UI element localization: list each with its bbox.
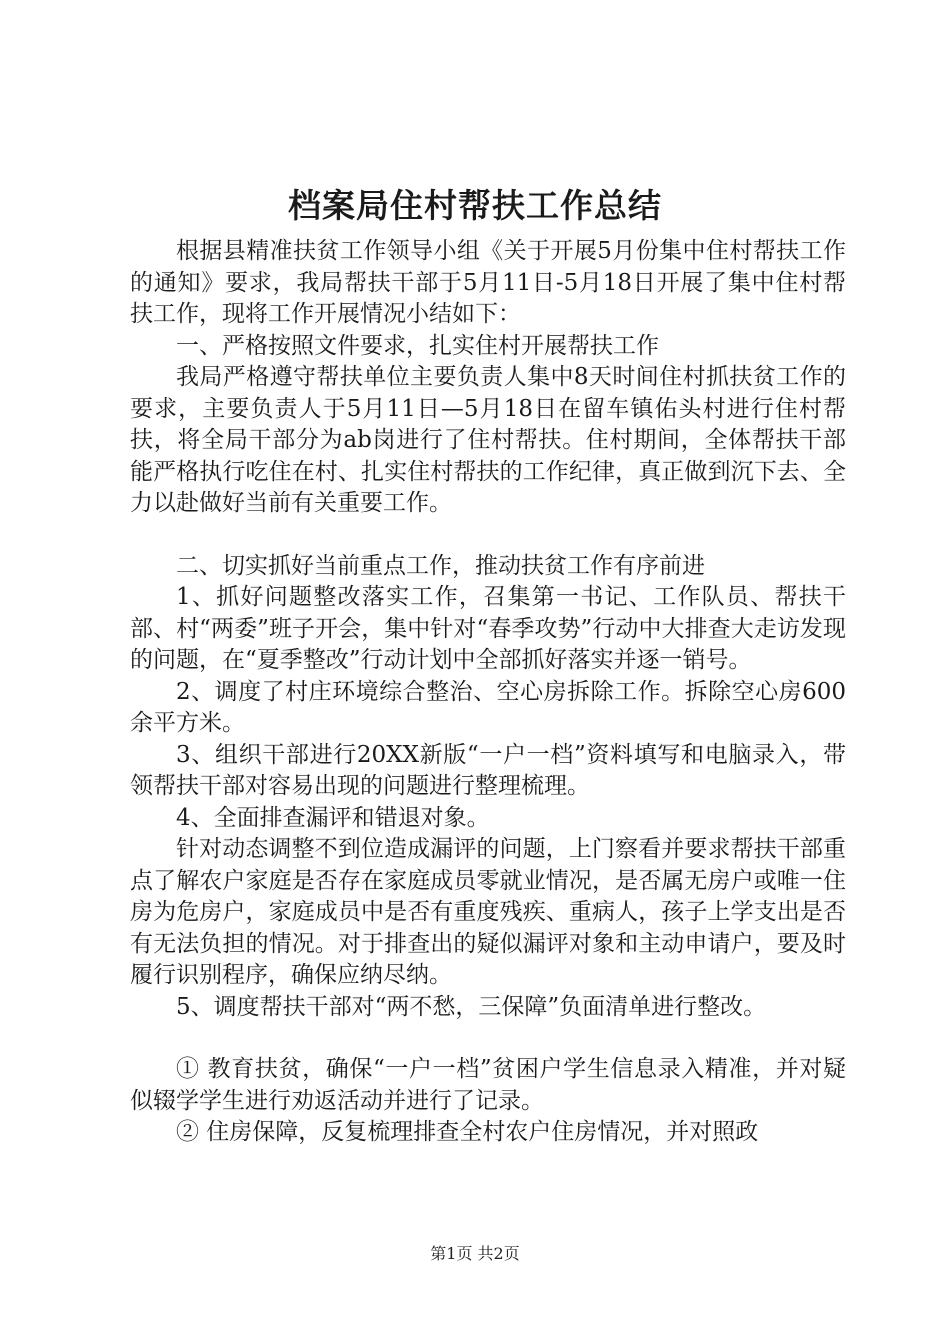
section-heading-2: 二、切实抓好当前重点工作，推动扶贫工作有序前进 (176, 552, 705, 579)
section-heading-1: 一、严格按照文件要求，扎实住村开展帮扶工作 (176, 332, 659, 359)
paragraph-item-5: 5、调度帮扶干部对“两不愁，三保障”负面清单进行整改。 (176, 993, 767, 1020)
paragraph-item-2: 2、调度了村庄环境综合整治、空心房拆除工作。拆除空心房600余平方米。 (130, 678, 846, 736)
paragraph-subitem-1: ① 教育扶贫，确保“一户一档”贫困户学生信息录入精准，并对疑似辍学学生进行劝返活动并进行了记录。 (130, 1056, 846, 1114)
page-footer: 第1页 共2页 (430, 1244, 520, 1263)
paragraph-item-4-detail: 针对动态调整不到位造成漏评的问题，上门察看并要求帮扶干部重点了解农户家庭是否存在家庭成员零就业情况，是否属无房户或唯一住房为危房户，家庭成员中是否有重度残疾、重病人，孩子上学支出是否有无法负担的情况。对于排查出的疑似漏评对象和主动申请户，要及时履行识别程序，确保应纳尽纳。 (130, 836, 846, 988)
paragraph-subitem-2: ② 住房保障，反复梳理排查全村农户住房情况，并对照政 (176, 1119, 759, 1145)
paragraph-section-1: 我局严格遵守帮扶单位主要负责人集中8天时间住村抓扶贫工作的要求，主要负责人于5月11日—5月18日在留车镇佑头村进行住村帮扶，将全局干部分为ab岗进行了住村帮扶。住村期间，全体帮扶干部能严格执行吃住在村、扎实住村帮扶的工作纪律，真正做到沉下去、全力以赴做好当前有关重要工作。 (130, 364, 846, 516)
paragraph-intro: 根据县精准扶贫工作领导小组《关于开展5月份集中住村帮扶工作的通知》要求，我局帮扶干部于5月11日-5月18日开展了集中住村帮扶工作，现将工作开展情况小结如下： (130, 238, 846, 327)
document-body (130, 236, 846, 1149)
document-title: 档案局住村帮扶工作总结 (288, 186, 662, 225)
paragraph-item-3: 3、组织干部进行20XX新版“一户一档”资料填写和电脑录入，带领帮扶干部对容易出现的问题进行整理梳理。 (130, 741, 846, 799)
paragraph-item-1: 1、抓好问题整改落实工作，召集第一书记、工作队员、帮扶干部、村“两委”班子开会，集中针对“春季攻势”行动中大排查大走访发现的问题，在“夏季整改”行动计划中全部抓好落实并逐一销号。 (130, 584, 846, 673)
paragraph-item-4: 4、全面排查漏评和错退对象。 (176, 804, 490, 831)
